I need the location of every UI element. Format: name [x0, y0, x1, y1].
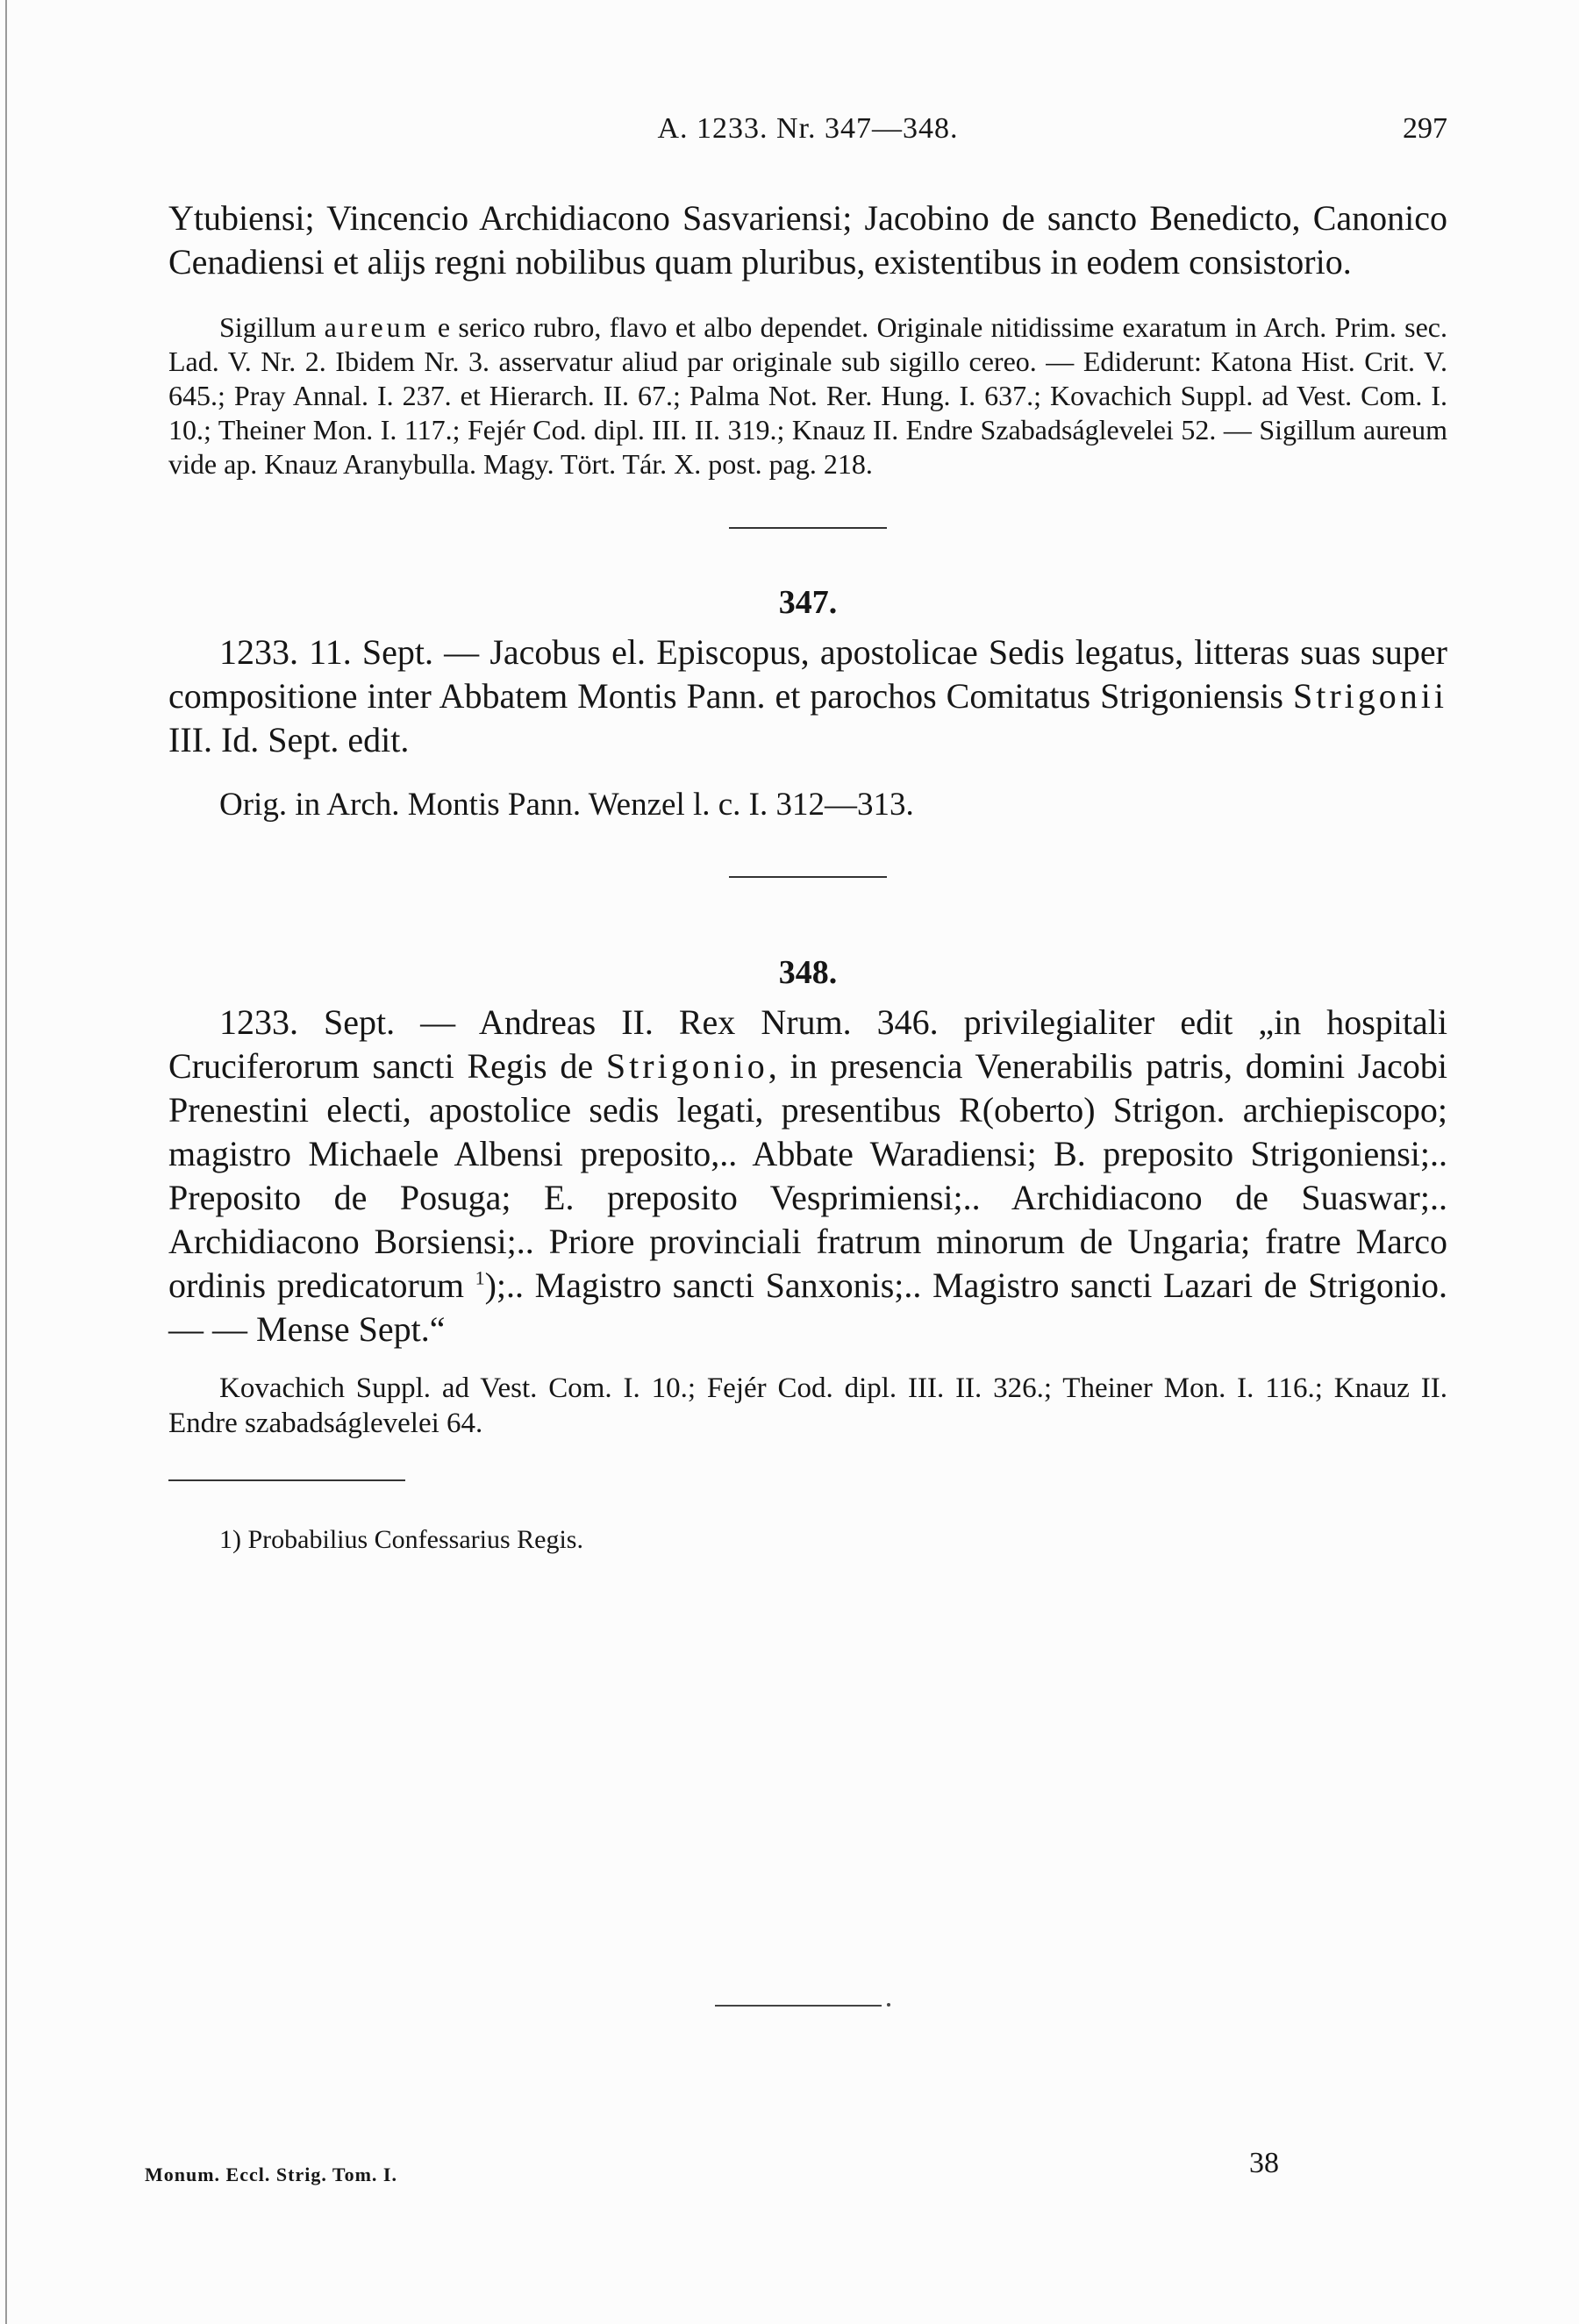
continuation-paragraph: Ytubiensi; Vincencio Archidiacono Sasvariensi; Jacobino de sancto Benedicto, Canonico Cenadiensi et alijs regni nobilibus quam pluribus, existentibus in eodem consistorio.	[168, 198, 1447, 282]
seal-note-spaced: aureum	[324, 311, 430, 343]
entry-text-start: 1233. 11. Sept. — Jacobus el. Episcopus, apostolicae Sedis legatus, litteras suas super compositione inter Abbatem Montis Pann. et parochos Comitatus Strigoniensis	[168, 632, 1447, 716]
entry-text	[168, 1001, 1447, 1351]
entry-number: 348.	[778, 954, 838, 991]
running-head: A. 1233. Nr. 347—348.	[657, 112, 959, 145]
page-content	[168, 196, 1447, 1557]
entry-text-end: III. Id. Sept. edit.	[168, 720, 410, 759]
entry-source: Orig. in Arch. Montis Pann. Wenzel l. c. I. 312—313.	[219, 787, 914, 823]
entry-text	[168, 631, 1447, 762]
page-end-dot	[887, 2003, 890, 2007]
place-name: Strigonii	[1292, 676, 1448, 716]
seal-note-text: e serico rubro, flavo et albo dependet. Originale nitidissime exaratum in Arch. Prim. sec. Lad. V. Nr. 2. Ibidem Nr. 3. asservatur aliud par originale sub sigillo cereo. — Ediderunt: Katona Hist. Crit. V. 645.; Pray Annal. I. 237. et Hierarch. II. 67.; Palma Not. Rer. Hung. I. 637.; Kovachich Suppl. ad Vest. Com. I. 10.; Theiner Mon. I. 117.; Fejér Cod. dipl. III. II. 319.; Knauz II. Endre Szabadságlevelei 52. — Sigillum aureum vide ap. Knauz Aranybulla. Magy. Tört. Tár. X. post. pag. 218.	[168, 311, 1448, 480]
page-end-rule	[715, 2005, 882, 2007]
entry-text-end: );.. Magistro sancti Sanxonis;.. Magistro sancti Lazari de Strigonio. — — Mense Sept.“	[168, 1265, 1448, 1349]
footnote: 1) Probabilius Confessarius Regis.	[219, 1525, 583, 1554]
entry-number: 347.	[778, 584, 838, 621]
entry-text-middle: , in presencia Venerabilis patris, domini Jacobi Prenestini electi, apostolice sedis legati, presentibus R(oberto) Strigon. archiepiscopo; magistro Michaele Albensi preposito,.. Abbate Waradiensi; B. preposito Strigoniensi;.. Preposito de Posuga; E. preposito Vesprimiensi;.. Archidiacono de Suaswar;.. Archidiacono Borsiensi;.. Priore provinciali fratrum minorum de Ungaria; fratre Marco ordinis predicatorum	[168, 1046, 1447, 1305]
sheet-signature: Monum. Eccl. Strig. Tom. I.	[145, 2164, 397, 2185]
entry-text-start: 1233. Sept. — Andreas II. Rex Nrum. 346. privilegialiter edit „in hospitali Cruciferorum sancti Regis de	[168, 1002, 1447, 1086]
footnote-rule	[168, 1479, 405, 1481]
page-number: 297	[1403, 112, 1447, 145]
page-header	[168, 112, 1447, 156]
sheet-number: 38	[1249, 2147, 1279, 2179]
seal-note	[168, 310, 1447, 481]
footnote-marker: 1	[475, 1266, 485, 1289]
section-divider	[729, 876, 887, 878]
scan-edge-line	[5, 0, 7, 2324]
section-divider	[729, 527, 887, 529]
place-name: Strigonio	[605, 1046, 768, 1086]
seal-note-lead: Sigillum	[219, 311, 317, 343]
entry-source: Kovachich Suppl. ad Vest. Com. I. 10.; Fejér Cod. dipl. III. II. 326.; Theiner Mon. I. 116.; Knauz II. Endre szabadságlevelei 64.	[168, 1372, 1447, 1439]
